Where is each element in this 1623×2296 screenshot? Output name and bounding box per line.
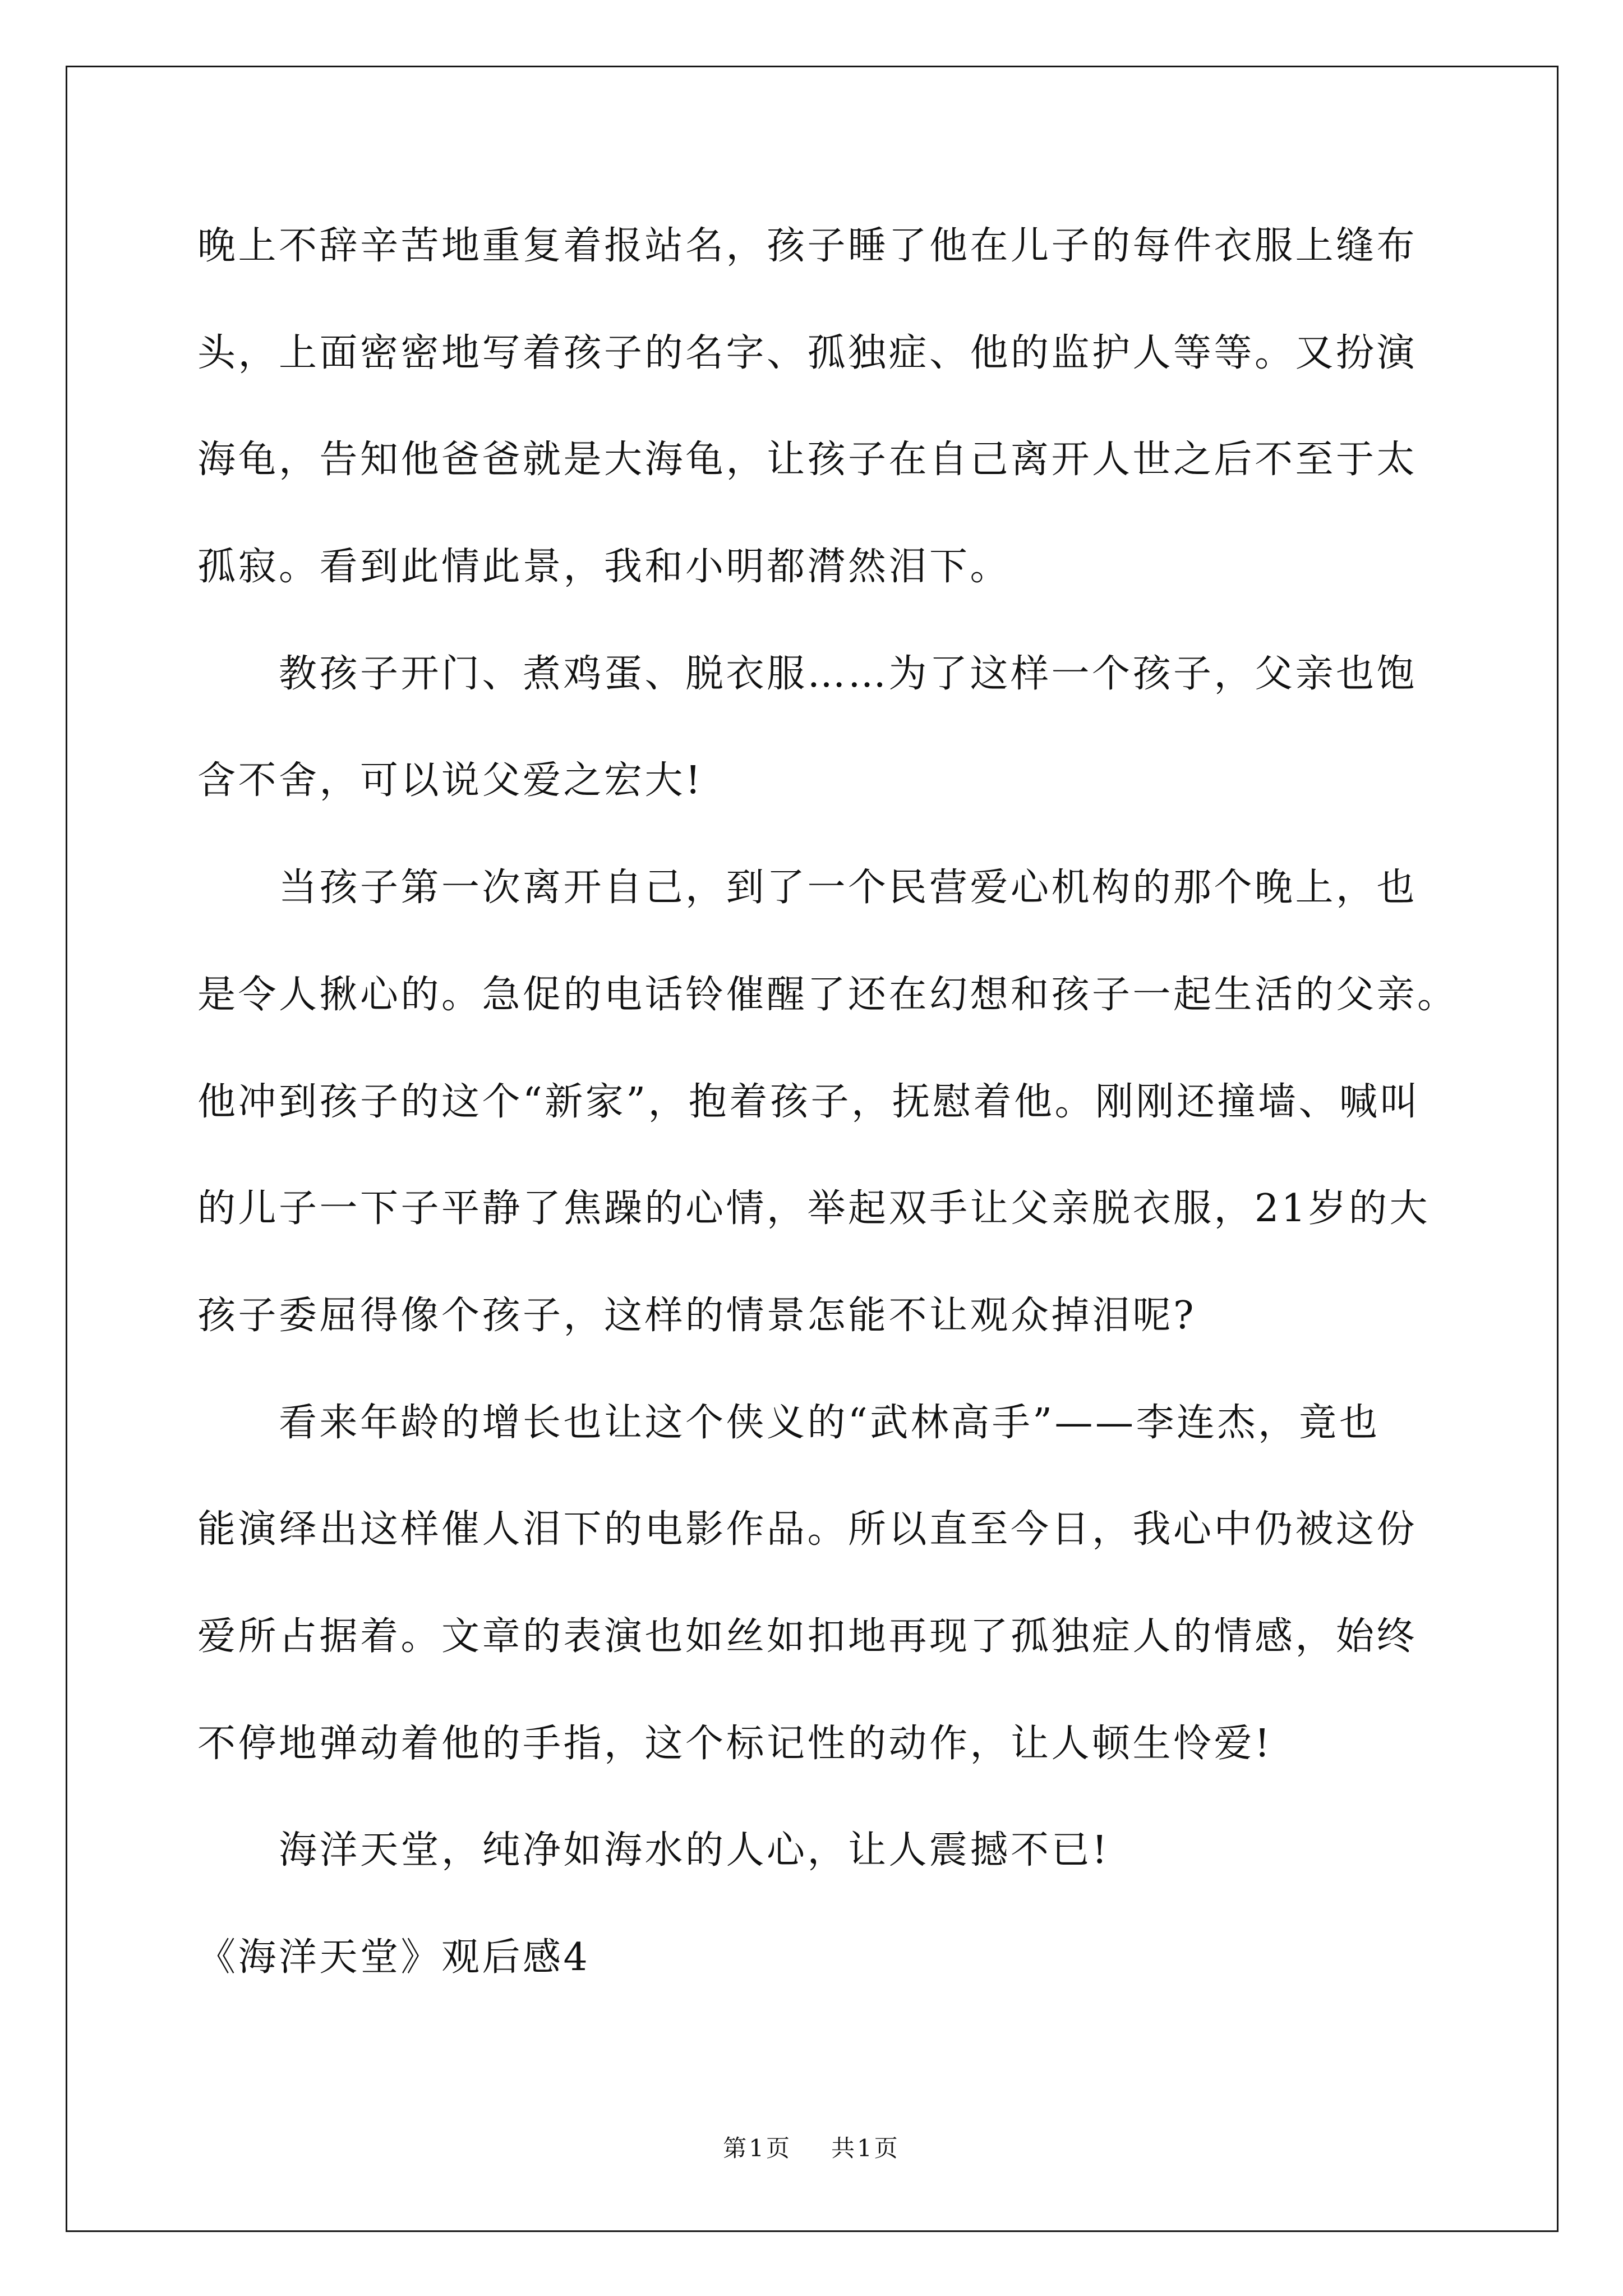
- body-text-line: 孩子委屈得像个孩子，这样的情景怎能不让观众掉泪呢?: [197, 1293, 1196, 1338]
- paragraph: [197, 621, 1532, 835]
- body-text-line: 当孩子第一次离开自己，到了一个民营爱心机构的那个晚上，也: [279, 866, 1418, 910]
- body-text-line: 孤寂。看到此情此景，我和小明都潸然泪下。: [197, 545, 1011, 590]
- body-text-line: 是令人揪心的。急促的电话铃催醒了还在幻想和孩子一起生活的父亲。: [197, 972, 1458, 1017]
- body-text-line: 含不舍，可以说父爱之宏大!: [197, 758, 703, 803]
- paragraph: [197, 1370, 1532, 1798]
- body-text-line: 海龟，告知他爸爸就是大海龟，让孩子在自己离开人世之后不至于太: [197, 438, 1418, 482]
- body-text-line: 看来年龄的增长也让这个侠义的“武林高手”——李连杰，竟也: [279, 1400, 1380, 1445]
- body-text-line: 的儿子一下子平静了焦躁的心情，举起双手让父亲脱衣服，21岁的大: [197, 1186, 1431, 1231]
- body-text-line: 能演绎出这样催人泪下的电影作品。所以直至今日，我心中仍被这份: [197, 1507, 1418, 1552]
- body-text-line: 教孩子开门、煮鸡蛋、脱衣服……为了这样一个孩子，父亲也饱: [279, 651, 1418, 696]
- body-text-line: 头，上面密密地写着孩子的名字、孤独症、他的监护人等等。又扮演: [197, 330, 1418, 375]
- body-text-line: 不停地弹动着他的手指，这个标记性的动作，让人顿生怜爱!: [197, 1721, 1272, 1766]
- body-text-line: 爱所占据着。文章的表演也如丝如扣地再现了孤独症人的情感，始终: [197, 1614, 1418, 1659]
- paragraph: [197, 835, 1532, 1369]
- page-number-current: 第1页: [723, 2134, 792, 2162]
- body-text-line: 他冲到孩子的这个“新家”，抱着孩子，抚慰着他。刚刚还撞墙、喊叫: [197, 1079, 1421, 1124]
- body-text-line: 海洋天堂，纯净如海水的人心，让人震撼不已!: [279, 1828, 1110, 1873]
- page-count-total: 共1页: [831, 2134, 900, 2162]
- section-heading: 《海洋天堂》观后感4: [197, 1935, 591, 1980]
- page-footer: [0, 2132, 1623, 2165]
- paragraph: [197, 193, 1532, 621]
- document-body: [197, 193, 1532, 2012]
- body-text-line: 晚上不辞辛苦地重复着报站名，孩子睡了他在儿子的每件衣服上缝布: [197, 224, 1418, 268]
- paragraph: [197, 1797, 1532, 1904]
